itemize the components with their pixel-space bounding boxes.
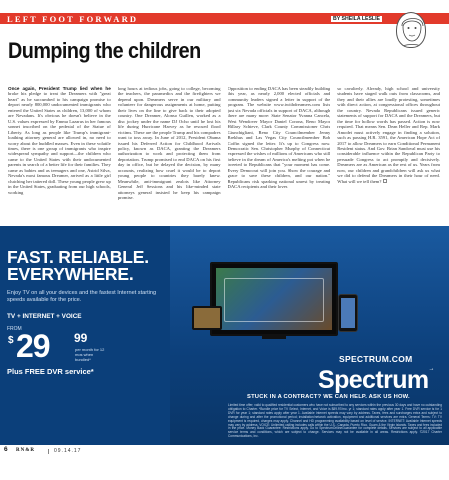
ad-call-to-action: STUCK IN A CONTRACT? WE CAN HELP. ASK US HOW.: [247, 394, 410, 400]
tv-stand: [262, 336, 286, 339]
ad-subtext: Enjoy TV on all your devices and the fastest Internet starting speeds available for the price.: [7, 290, 157, 303]
phone-image: [338, 294, 358, 332]
ad-url: SPECTRUM.COM: [339, 354, 413, 364]
ad-dvr-offer: Plus FREE DVR service*: [7, 367, 94, 376]
ad-offer: TV + INTERNET + VOICE: [7, 313, 82, 320]
article-body: [8, 86, 440, 220]
article-column-3: [228, 86, 331, 220]
article-text: Opposition to ending DACA has been steadily building this year, as nearly 2,000 elected officials and community leaders signed a letter in support of the program. The website www.iwithdreamers.com lists just six Nevada officials in support of DACA, although there are many more: State Senator Yvanna Cancela, West Wendover Mayor Daniel Corona, Reno Mayor Hillary Schieve, Clark County Commissioner Chris Giunchigliani, Reno City Councilmember Jenny Brekhus and Las Vegas City Councilmember Bob Coffin signed the letter. It's up to Congress now. Democratic Sen. Christopher Murphy of Connecticut expressed the wishes of millions of Americans who still believe in the dream of America's melting pot when he tweeted to Republicans that "your moment has come. Every Democrat will join you. Show the courage and grace to save these children, and our nation." Republicans risk sparking national unrest by treating DACA recipients and their loves: [227, 86, 331, 190]
ad-price-cents: 99: [74, 331, 88, 345]
author-sketch-icon: [397, 13, 426, 48]
tv-image: [210, 262, 338, 336]
ad-from-label: FROM: [7, 326, 22, 332]
article-column-4: [337, 86, 440, 220]
tv-screen-icon: [224, 278, 324, 322]
article-text: long hours at tedious jobs, going to college, becoming the teachers, the paramedics and the firefighters we depend upon. Dreamers serve in our military and volunteer for dangerous assignments at home, putting their lives on the line to give back to their adopted country. One Dreamer, Alonso Guillen, worked as a disc jockey under the name DJ Ocho until he lost his life during Hurricane Harvey as he rescued flood victims. These are the people Trump and his compadres want to toss away. In June of 2012, President Obama issued his Deferred Action for Childhood Arrivals policy, known as DACA, granting the Dreamers authorization to work and protecting them from deportation. Trump promised to end DACA on his first day in office, but he delayed the decision, by many accounts, realizing how cruel it would be to deport young people to countries they barely knew. Meanwhile, anti-immigrant zealots like Attorney General Jeff Sessions and his like-minded state attorneys general insisted he keep his campaign promise.: [117, 86, 221, 201]
article-column-2: [118, 86, 221, 220]
author-byline: BY SHEILA LESLIE: [333, 16, 380, 22]
page-number: 6: [4, 446, 8, 453]
spectrum-advertisement: [0, 226, 449, 445]
ad-legal-text: Limited time offer; valid to qualified residential customers who have not subscribed to any services within the previous 30 days and have no outstanding obligation to Charter. *Bundle price for TV Select, Internet, and Voice is $89.97/mo. yr 1; standard rates apply after year 1. Free DVR service is for 1 DVR for year 1; standard rates apply after year 1. Available Internet speeds may vary by address. Taxes, fees and surcharges extra and subject to change during and after the promotional period; installation/network activation, equipment and additional services are extra. General Terms: TV: TV equipment is required, charges may apply. Channel and HD programming availability based on level of service. INTERNET: Available Internet speeds may vary by address. VOICE: Unlimited calling includes calls within the U.S., Canada, Puerto Rico, Guam & the Virgin Islands. Taxes and fees included in the price. Money Back Guarantee: Restrictions apply. Go to SpectrumOnlineGuarantee for complete details. Services are subject to all applicable service terms and conditions, which are subject to change. Services may not be available in all areas. Restrictions apply. ©2017 Charter Communications, Inc.: [228, 403, 442, 439]
tablet-image: [192, 306, 222, 330]
issue-date: 09.14.17: [54, 448, 82, 454]
ad-price-currency: $: [8, 335, 14, 346]
ad-price: 29: [16, 328, 50, 364]
article-column-1: [8, 86, 111, 220]
article-headline: Dumping the children: [8, 38, 201, 63]
spectrum-logo: Spectrum→: [318, 366, 434, 394]
end-mark-icon: [383, 179, 387, 183]
ad-price-terms: per month for 12 mos when bundled*: [75, 347, 105, 362]
column-rubric: LEFT FOOT FORWARD: [7, 14, 139, 24]
article-text: broke his pledge to treat the Dreamers with "great heart" as he succumbed to his campaign promise to deport nearly 800,000 undocumented immigrants who entered the United States as children, 13,000 of whom are Nevadans. It's obvious he doesn't believe in the U.S. values expressed by Emma Lazarus in her famous sonnet inscribed on the pedestal of the Statue of Liberty. As long as people like Trump's immigrant-loathing attorney general are allowed in, no need to worry about the huddled masses. Even in these volatile times, there is one group of immigrants who inspire widespread sympathy and support—the children who came to the United States with their undocumented parents in search of a better life for their families. They came as babies and as teenagers and one, Astrid Silva, Nevada's most famous Dreamer, arrived as a little girl clutching her tattered doll. These young people grew up in the United States, graduating from our high schools, working: [8, 91, 111, 195]
article-text: so cavalierly. Already, high school and university students have staged walk outs from classrooms, and they and their allies are loudly protesting, sometimes with direct action, at congressional offices throughout the country. Nevada Republicans issued generic statements of support for DACA and the Dreamers, but the time for hollow words has passed. Action is now required. That means Sen. Dean Heller and Rep. Mark Amodei must actively engage in finding a solution, such as passing H.R. 3591, the American Hope Act of 2017 to allow Dreamers to earn Conditional Permanent Resident status. And Gov. Brian Sandoval must use his considerable influence within the Republican Party to persuade Congress to act promptly and decisively. Dreamers are as American as the rest of us. Years from now, our children and grandchildren will ask us what we did to defend the Dreamers in their hour of need. What will we tell them?: [337, 86, 440, 184]
ad-headline: FAST. RELIABLE. EVERYWHERE.: [7, 247, 149, 284]
author-portrait: [396, 12, 426, 48]
publication-name: RN&R: [16, 448, 35, 453]
brand-arrow-icon: →: [428, 366, 434, 372]
footer-divider: [48, 449, 49, 454]
article-lead: Once again, President Trump lied when he: [8, 86, 111, 91]
